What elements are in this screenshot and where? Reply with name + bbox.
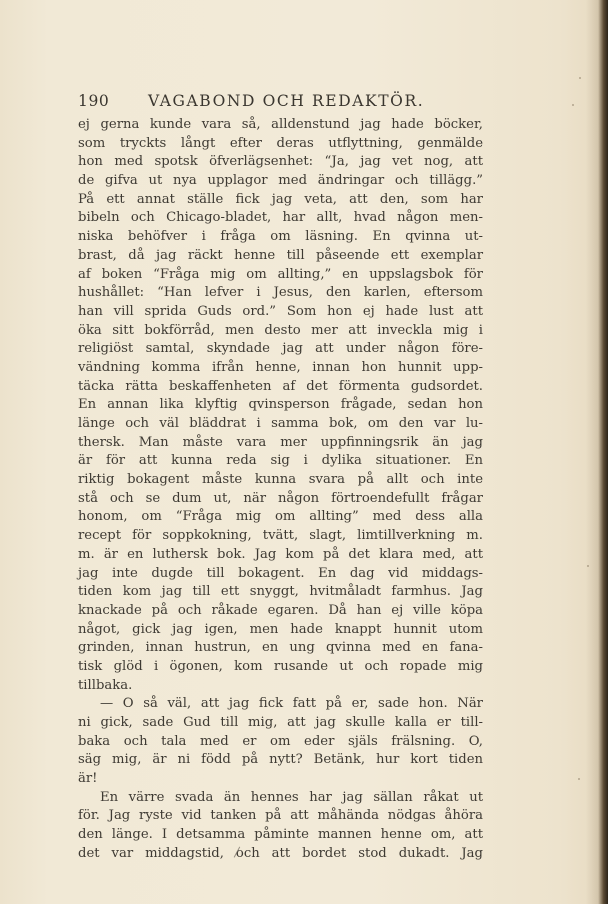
text-line: På ett annat ställe fick jag veta, att den, som har bbox=[78, 191, 483, 207]
page-header bbox=[78, 92, 483, 114]
text-line: riktig bokagent måste kunna svara på allt och inte bbox=[78, 472, 483, 488]
paper-speck bbox=[572, 104, 574, 106]
text-line: hushållet: “Han lefver i Jesus, den karlen, eftersom bbox=[78, 285, 483, 301]
text-line: af boken “Fråga mig om allting,” en uppslagsbok för bbox=[78, 266, 483, 282]
page-number: 190 bbox=[78, 92, 110, 110]
text-line: täcka rätta beskaffenheten af det förmenta gudsordet. bbox=[78, 378, 483, 394]
text-line: de gifva ut nya upplagor med ändringar och tillägg.” bbox=[78, 173, 483, 189]
text-line: ni gick, sade Gud till mig, att jag skulle kalla er till- bbox=[78, 715, 483, 730]
text-line: hon med spotsk öfverlägsenhet: “Ja, jag vet nog, att bbox=[78, 154, 483, 170]
text-line: baka och tala med er om eder själs frälsning. O, bbox=[78, 733, 483, 749]
text-line: m. är en luthersk bok. Jag kom på det klara med, att bbox=[78, 546, 483, 562]
paper-speck bbox=[579, 77, 581, 79]
text-line: jag inte dugde till bokagent. En dag vid middags- bbox=[78, 565, 483, 581]
text-line: den länge. I detsamma påminte mannen henne om, att bbox=[78, 827, 483, 843]
text-line: honom, om “Fråga mig om allting” med dess alla bbox=[78, 509, 483, 525]
text-line: En värre svada än hennes har jag sällan råkat ut bbox=[100, 789, 483, 805]
text-line: niska behöfver i fråga om läsning. En qvinna ut- bbox=[78, 229, 483, 245]
text-line: bibeln och Chicago-bladet, har allt, hvad någon men- bbox=[78, 210, 483, 226]
text-line: thersk. Man måste vara mer uppfinningsrik än jag bbox=[78, 434, 483, 450]
text-line: länge och väl bläddrat i samma bok, om den var lu- bbox=[78, 416, 483, 431]
text-line: det var middagstid, och att bordet stod dukadt. Jag bbox=[78, 845, 483, 861]
text-line: En annan lika klyftig qvinsperson frågade, sedan hon bbox=[78, 397, 483, 413]
text-line: ej gerna kunde vara så, alldenstund jag hade böcker, bbox=[78, 117, 483, 132]
text-line: recept för soppkokning, tvätt, slagt, limtillverkning m. bbox=[78, 528, 483, 544]
text-line: är för att kunna reda sig i dylika situationer. En bbox=[78, 453, 483, 469]
text-line: tillbaka. bbox=[78, 677, 133, 693]
paper-speck bbox=[587, 565, 589, 567]
body-text bbox=[78, 116, 483, 864]
text-line: stå och se dum ut, när någon förtroendefullt frågar bbox=[78, 490, 483, 506]
text-line: grinden, innan hustrun, en ung qvinna med en fana- bbox=[78, 640, 483, 656]
text-line: tisk glöd i ögonen, kom rusande ut och ropade mig bbox=[78, 658, 483, 674]
text-line: knackade på och råkade egaren. Då han ej ville köpa bbox=[78, 602, 483, 618]
text-line: religiöst samtal, skyndade jag att under någon före- bbox=[78, 341, 483, 357]
text-line: öka sitt bokförråd, men desto mer att inveckla mig i bbox=[78, 322, 483, 338]
text-line: tiden kom jag till ett snyggt, hvitmåladt farmhus. Jag bbox=[78, 584, 483, 600]
text-line: som tryckts långt efter deras utflyttning, genmälde bbox=[78, 135, 483, 151]
text-line: är! bbox=[78, 771, 98, 787]
text-line: säg mig, är ni född på nytt? Betänk, hur kort tiden bbox=[78, 752, 483, 768]
text-line: något, gick jag igen, men hade knappt hunnit utom bbox=[78, 621, 483, 637]
text-line: han vill sprida Guds ord.” Som hon ej hade lust att bbox=[78, 303, 483, 319]
text-line: — O så väl, att jag fick fatt på er, sade hon. När bbox=[100, 696, 483, 712]
text-line: vändning komma ifrån henne, innan hon hunnit upp- bbox=[78, 359, 483, 375]
text-line: för. Jag ryste vid tanken på att måhända nödgas åhöra bbox=[78, 808, 483, 824]
running-head: VAGABOND OCH REDAKTÖR. bbox=[148, 92, 425, 110]
paper-speck bbox=[578, 778, 580, 780]
page-binding-shadow bbox=[586, 0, 608, 904]
text-line: brast, då jag räckt henne till påseende ett exemplar bbox=[78, 247, 483, 263]
